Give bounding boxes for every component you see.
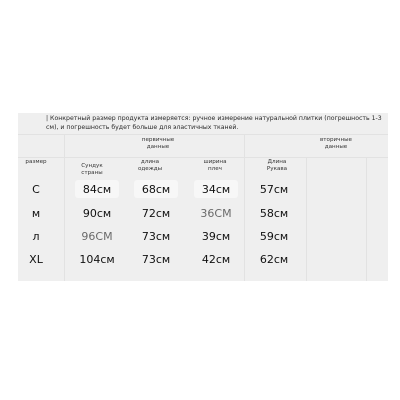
divider-col-1 [64, 135, 65, 281]
cell-length: 68см [134, 180, 178, 198]
group-secondary: вторичные данные [320, 137, 352, 150]
row-size: м [31, 206, 41, 220]
size-chart [18, 113, 388, 281]
row-size: л [32, 229, 40, 243]
cell-length: 72см [141, 206, 171, 220]
col-size: размер [25, 159, 47, 165]
cell-chest: 96СМ [81, 229, 113, 243]
cell-shoulder: 42см [201, 252, 231, 266]
cell-sleeve: 57см [259, 182, 289, 196]
cell-chest: 84см [75, 180, 119, 198]
divider-col-3 [306, 157, 307, 281]
cell-shoulder: 36СМ [200, 206, 232, 220]
col-shoulder: ширина плеч [203, 159, 227, 172]
divider-header [18, 157, 388, 158]
cell-shoulder: 39см [201, 229, 231, 243]
cell-sleeve: 58см [259, 206, 289, 220]
cell-length: 73см [141, 229, 171, 243]
col-chest: Сундук страны [81, 163, 103, 176]
cell-chest: 104см [79, 252, 115, 266]
col-length: длина одежды [137, 159, 163, 172]
cell-shoulder: 34см [194, 180, 238, 198]
cell-sleeve: 62см [259, 252, 289, 266]
divider-col-2 [244, 135, 245, 281]
group-primary: первичные данные [141, 137, 175, 150]
col-sleeve: Длина Рукава [266, 159, 288, 172]
divider-col-4 [366, 157, 367, 281]
divider-top [18, 134, 388, 135]
cell-length: 73см [141, 252, 171, 266]
cell-chest: 90см [82, 206, 112, 220]
measurement-note: | Конкретный размер продукта измеряется: ручное измерение натуральной плитки (погрешность 1-3 см), и погрешность будет больше для эластичных тканей. [46, 115, 382, 131]
row-size: С [32, 182, 40, 196]
row-size: XL [29, 252, 43, 266]
cell-sleeve: 59см [259, 229, 289, 243]
